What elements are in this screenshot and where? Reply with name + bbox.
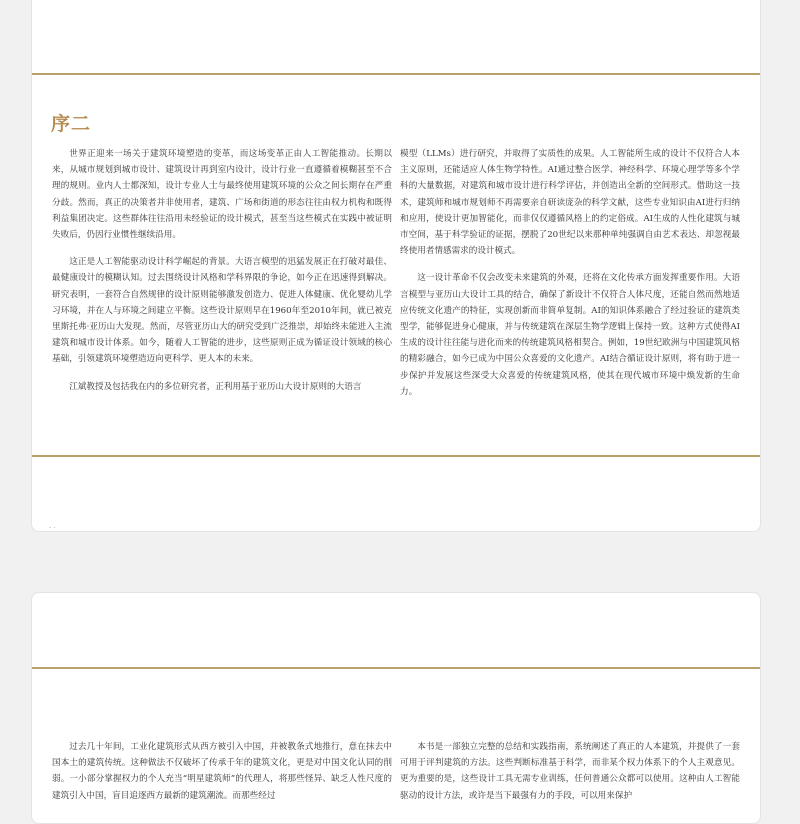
section-heading: 序二	[51, 113, 92, 135]
paragraph: 这正是人工智能驱动设计科学崛起的背景。大语言模型的迅猛发展正在打破对最佳、最健康设计的模糊认知。过去围绕设计风格和学科界限的争论，如今正在迅速得到解决。研究表明，一套符合自然规律的设计原则能够激发创造力、促进人体健康、优化婴幼儿学习环境，并在人与环境之间建立平衡。这些设计原则早在1960年至2010年间，就已被克里斯托弗·亚历山大发现。然而，尽管亚历山大的研究受到广泛推崇，却始终未能进入主流建筑和城市设计体系。如今，随着人工智能的进步，这些原则正成为循证设计领域的核心基础，引领建筑环境塑造迈向更科学、更人本的未来。	[52, 257, 392, 365]
paragraph: 模型（LLMs）进行研究，并取得了实质性的成果。人工智能所生成的设计不仅符合人本主义原则，还能适应人体生物学特性。AI通过整合医学、神经科学、环境心理学等多个学科的大量数据，对建筑和城市设计进行科学评估，并创造出全新的空间形式。借助这一技术，建筑师和城市规划师不再需要亲自研读庞杂的科学文献，这些专业知识由AI进行归纳和应用，使设计更加智能化，而非仅仅遵循风格上的约定俗成。AI生成的人性化建筑与城市空间，基于科学验证的证据，摆脱了20世纪以来那种单纯强调自由艺术表达、却忽视最终使用者情感需求的设计模式。	[400, 149, 740, 257]
paragraph: 世界正迎来一场关于建筑环境塑造的变革，而这场变革正由人工智能推动。长期以来，从城市规划到城市设计、建筑设计再到室内设计，设计行业一直遵循着模糊甚至不合理的规则。业内人士都深知，设计专业人士与最终使用建筑环境的公众之间长期存在严重分歧。然而，真正的决策者并非使用者，建筑、广场和街道的形态往往由权力机构和既得利益集团决定。这些群体往往沿用未经验证的设计模式，甚至当这些模式在实践中被证明失败后，仍因行业惯性继续沿用。	[52, 149, 392, 241]
paragraph: 本书是一部独立完整的总结和实践指南，系统阐述了真正的人本建筑，并提供了一套可用于评判建筑的方法。这些判断标准基于科学，而非某个权力体系下的个人主观意见。更为重要的是，这些设计工具无需专业训练，任何普通公众都可以使用。这种由人工智能驱动的设计方法，或许是当下最强有力的手段，可以用来保护	[400, 742, 740, 801]
page-mark: · ·	[49, 524, 56, 532]
text-column-left	[52, 146, 392, 406]
footer-rule	[32, 455, 760, 457]
text-column-right	[400, 146, 740, 411]
paragraph: 这一设计革命不仅会改变未来建筑的外观，还将在文化传承方面发挥重要作用。大语言模型与亚历山大设计工具的结合，确保了新设计不仅符合人体尺度，还能自然而然地适应传统文化遗产的特征，实现创新而非简单复制。AI的知识体系融合了经过验证的建筑类型学，能够促进身心健康，并与传统建筑在深层生物学逻辑上保持一致。这种方式使得AI生成的设计往往能与进化而来的传统建筑风格相契合。例如，19世纪欧洲与中国建筑风格的精彩融合，如今已成为中国公众喜爱的文化遗产。AI结合循证设计原则，将有助于进一步保护并发展这些深受大众喜爱的传统建筑风格，使其在现代城市环境中焕发新的生命力。	[400, 273, 740, 397]
header-rule	[32, 667, 760, 669]
paragraph: 江斌教授及包括我在内的多位研究者，正利用基于亚历山大设计原则的大语言	[69, 381, 362, 392]
text-column-right	[400, 739, 740, 815]
paragraph: 过去几十年间，工业化建筑形式从西方被引入中国，并被教条式地推行，意在抹去中国本土的建筑传统。这种做法不仅破坏了传承千年的建筑文化，更是对中国文化认同的削弱。一小部分掌握权力的个人充当“明星建筑师”的代理人，将那些怪异、缺乏人性尺度的建筑引入中国，盲目追逐西方最新的建筑潮流。而那些经过	[52, 742, 392, 801]
document-page-1	[31, 0, 761, 532]
header-rule	[32, 73, 760, 75]
text-column-left	[52, 739, 392, 815]
document-page-2	[31, 592, 761, 824]
